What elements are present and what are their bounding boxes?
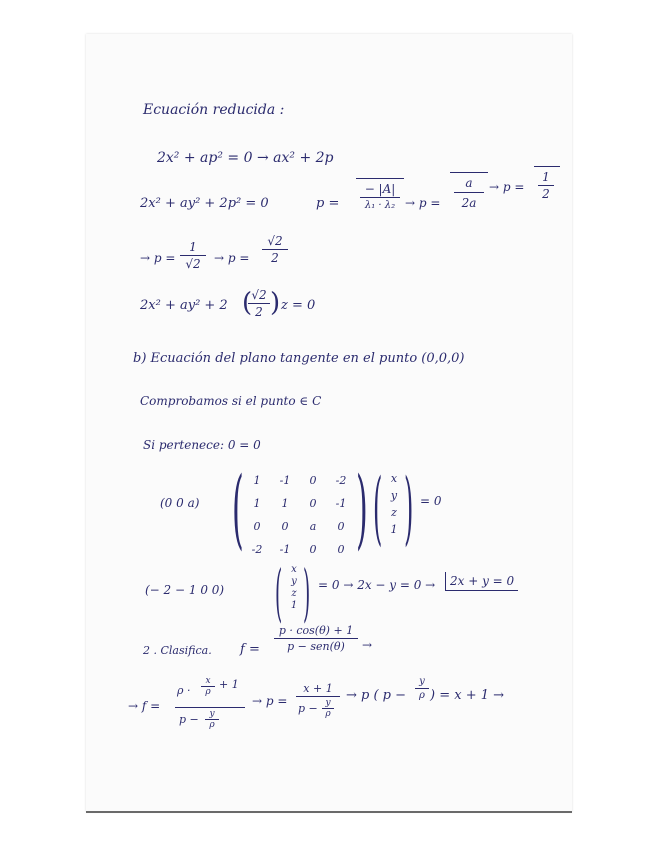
equation-4-fraction	[248, 288, 270, 319]
last-num-frac-num: x	[205, 676, 211, 686]
matrix-cell: 0	[337, 520, 345, 533]
last-frac2-den-num: y	[325, 698, 331, 708]
equation-4-right: z = 0	[281, 298, 316, 313]
coefficient-matrix	[246, 470, 356, 560]
matrix-cell: 0	[309, 497, 317, 510]
matrix-result: = 0	[420, 494, 442, 508]
sqrt3-denominator: 2	[542, 187, 550, 201]
equation-2-p: p =	[316, 196, 340, 211]
eq4-numerator: √2	[251, 288, 267, 302]
eq3-2-denominator: 2	[271, 251, 279, 265]
row-vector: (0 0 a)	[160, 496, 200, 510]
item2-denominator: p − sen(θ)	[287, 640, 345, 653]
vector-cell: y	[291, 576, 297, 587]
last-right-a: → p ( p −	[346, 688, 407, 703]
matrix-cell: 0	[309, 543, 317, 556]
item-2-f: f =	[240, 642, 260, 657]
paper-bottom-edge	[86, 811, 572, 813]
equation-4-open-paren: (	[242, 288, 253, 318]
last-arrow: → p =	[252, 694, 288, 708]
equation-4-left: 2x² + ay² + 2	[140, 298, 228, 313]
last-frac2-numerator: x + 1	[303, 682, 333, 695]
vector-cell: 1	[290, 600, 298, 611]
vector-cell: x	[390, 472, 398, 485]
item-2-fraction	[274, 624, 358, 653]
last-frac2-den-den: ρ	[325, 709, 331, 719]
equation-2-arrow-p2: → p =	[489, 180, 525, 194]
item-2-arrow: →	[362, 638, 373, 652]
last-right-fraction	[415, 676, 429, 701]
column-vector-2-left-paren: (	[275, 556, 283, 629]
matrix-cell: 1	[281, 497, 289, 510]
check-line: Comprobamos si el punto ∈ C	[140, 394, 322, 408]
equation-1: 2x² + ap² = 0 → ax² + 2p	[157, 150, 334, 166]
sqrt1-numerator: − |A|	[364, 182, 396, 196]
last-main-fraction	[175, 676, 245, 739]
vector-cell: 1	[390, 523, 398, 536]
matrix-cell: -2	[335, 474, 347, 487]
equation-2-arrow-p: → p =	[405, 196, 441, 210]
matrix-cell: -1	[279, 474, 291, 487]
sqrt2-denominator: 2a	[461, 196, 477, 210]
column-vector-right-paren: )	[404, 461, 414, 554]
sqrt3-numerator: 1	[542, 170, 550, 184]
last-den-frac-num: y	[209, 709, 215, 719]
vector-cell: z	[391, 506, 397, 519]
row-vector-2: (− 2 − 1 0 0)	[145, 583, 225, 597]
matrix-cell: -2	[251, 543, 263, 556]
last-num-b: + 1	[219, 678, 239, 691]
equation-3-fraction	[180, 240, 206, 271]
matrix-cell: 0	[309, 474, 317, 487]
matrix-cell: -1	[279, 543, 291, 556]
plane-equation-boxed: 2x + y = 0	[445, 572, 518, 591]
belongs-line: Si pertenece: 0 = 0	[143, 438, 261, 452]
last-den-frac-den: ρ	[209, 720, 215, 730]
column-vector-2-right-paren: )	[303, 556, 311, 629]
eq3-numerator: 1	[189, 240, 197, 254]
part-b-heading: b) Ecuación del plano tangente en el punto (0,0,0)	[133, 351, 465, 366]
matrix-cell: 0	[281, 520, 289, 533]
eq3-denominator: √2	[185, 257, 201, 271]
vector-cell: y	[390, 489, 398, 502]
last-num-frac-den: ρ	[205, 687, 211, 697]
vector-cell: x	[291, 564, 297, 575]
item-2-label: 2 . Clasifica.	[143, 644, 212, 657]
equation-3-prefix: → p =	[140, 251, 176, 265]
plane-result: = 0 → 2x − y = 0 →	[318, 578, 436, 592]
section-title: Ecuación reducida :	[143, 102, 285, 118]
matrix-cell: 1	[253, 474, 261, 487]
last-frac2-den-a: p −	[298, 702, 318, 715]
item2-numerator: p · cos(θ) + 1	[278, 624, 354, 637]
last-line-prefix: → f =	[128, 699, 161, 713]
eq3-2-numerator: √2	[267, 234, 283, 248]
column-vector-left-paren: (	[373, 461, 383, 554]
matrix-left-paren: (	[232, 459, 244, 559]
vector-cell: z	[291, 588, 297, 599]
matrix-cell: a	[309, 520, 317, 533]
last-right-b: ) = x + 1 →	[430, 688, 505, 703]
last-right-frac-den: ρ	[419, 690, 425, 701]
matrix-cell: 1	[253, 497, 261, 510]
last-den-a: p −	[179, 713, 199, 726]
sqrt1-denominator: λ₁ · λ₂	[364, 200, 396, 211]
equation-4-close-paren: )	[270, 288, 281, 318]
equation-3-arrow: → p =	[214, 251, 250, 265]
last-num-a: ρ ·	[177, 684, 191, 697]
matrix-cell: 0	[253, 520, 261, 533]
equation-2-left: 2x² + ay² + 2p² = 0	[140, 196, 269, 211]
eq4-denominator: 2	[255, 305, 263, 319]
matrix-cell: 0	[337, 543, 345, 556]
matrix-right-paren: )	[356, 459, 368, 559]
sqrt2-numerator: a	[465, 176, 473, 190]
equation-3-fraction-2	[262, 234, 288, 265]
last-right-frac-num: y	[419, 676, 425, 687]
matrix-cell: -1	[335, 497, 347, 510]
last-fraction-2	[296, 676, 340, 728]
